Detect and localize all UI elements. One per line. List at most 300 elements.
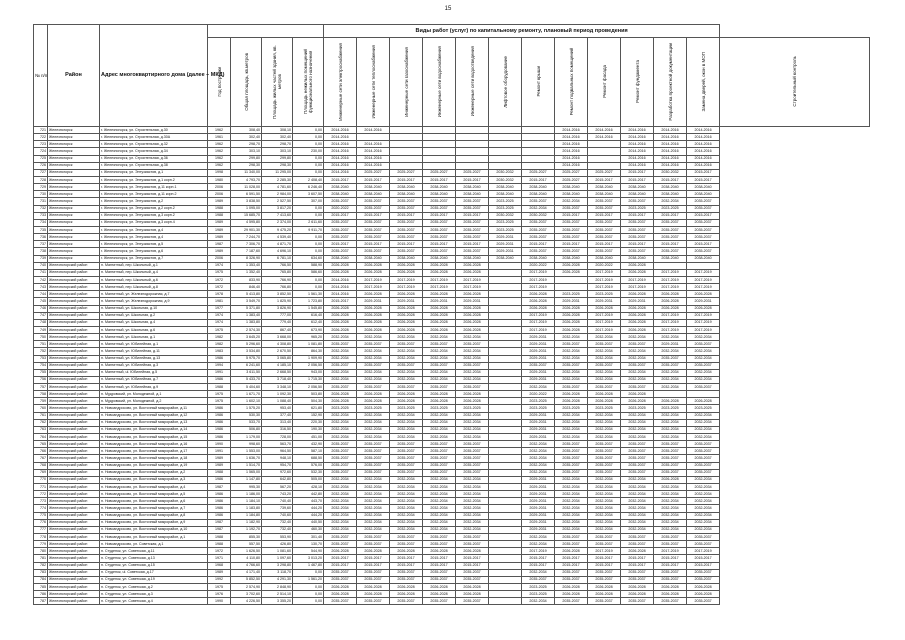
table-cell: 2035-2037 — [654, 362, 687, 369]
table-cell — [489, 312, 522, 319]
table-cell: 2032-2034 — [357, 505, 390, 512]
table-cell: 2035-2037 — [357, 455, 390, 462]
table-cell: 2035-2037 — [621, 234, 654, 241]
table-cell: 2 574,30 — [231, 326, 262, 333]
table-cell: 2032-2034 — [687, 412, 720, 419]
table-cell: 2 514,10 — [262, 591, 293, 598]
table-cell: 2035-2037 — [687, 569, 720, 576]
table-cell: 2032-2034 — [588, 376, 621, 383]
table-row — [34, 498, 870, 505]
table-cell — [489, 148, 522, 155]
table-cell: 779,40 — [262, 319, 293, 326]
table-cell: Железногорский район — [48, 269, 100, 276]
table-cell — [489, 484, 522, 491]
table-cell: 1968 — [208, 562, 231, 569]
table-cell: 588,90 — [293, 262, 324, 269]
table-cell: 2014-2016 — [357, 141, 390, 148]
table-cell: 1 095,00 — [231, 205, 262, 212]
table-cell: 1 383,80 — [231, 319, 262, 326]
table-cell: 0,00 — [293, 205, 324, 212]
table-cell: 2032-2034 — [357, 369, 390, 376]
table-cell: 586,60 — [293, 269, 324, 276]
table-cell: 2035-2037 — [654, 226, 687, 233]
header-col-label: Инженерные сети электроснабжения — [337, 42, 343, 121]
table-cell: 130,70 — [293, 541, 324, 548]
table-cell: 2017-2019 — [522, 312, 555, 319]
table-cell: 2035-2037 — [456, 541, 489, 548]
table-cell: 2026-2028 — [621, 326, 654, 333]
table-cell: 2032-2034 — [357, 476, 390, 483]
table-cell: 2035-2037 — [687, 219, 720, 226]
table-cell: 2032-2034 — [588, 484, 621, 491]
table-cell: 2017-2019 — [357, 276, 390, 283]
table-cell: п. Новоандросово, ул. Восточный микрорайон, д.5 — [100, 491, 208, 498]
table-row — [34, 291, 870, 298]
table-cell: 2032-2034 — [621, 512, 654, 519]
table-cell: 2032-2034 — [423, 334, 456, 341]
table-cell: 2026-2028 — [390, 305, 423, 312]
table-cell: 2035-2037 — [588, 441, 621, 448]
table-cell: 2025-2027 — [555, 169, 588, 176]
header-col — [357, 38, 390, 127]
table-cell: 298,70 — [231, 141, 262, 148]
table-cell: 621,80 — [293, 405, 324, 412]
table-cell: 2035-2037 — [588, 455, 621, 462]
table-cell: 2038-2040 — [621, 184, 654, 191]
table-cell: 7 413,60 — [262, 212, 293, 219]
table-cell: 2035-2037 — [588, 541, 621, 548]
table-cell: 2032-2034 — [654, 198, 687, 205]
table-cell: 2026-2028 — [324, 548, 357, 555]
table-cell: 1974 — [208, 319, 231, 326]
table-cell: 867,40 — [262, 326, 293, 333]
table-cell: 2032-2034 — [687, 505, 720, 512]
table-cell: 1 192,70 — [231, 526, 262, 533]
table-cell: 2035-2037 — [324, 441, 357, 448]
table-cell: 776 — [34, 519, 48, 526]
table-cell: 2035-2037 — [390, 448, 423, 455]
table-cell: 2015-2017 — [357, 555, 390, 562]
table-cell: 2015-2017 — [324, 555, 357, 562]
table-row — [34, 398, 870, 405]
table-cell: 6 246,40 — [293, 184, 324, 191]
table-cell — [588, 155, 621, 162]
table-cell: 2035-2037 — [555, 234, 588, 241]
table-cell: 833,90 — [231, 276, 262, 283]
table-cell: 2032-2034 — [357, 434, 390, 441]
table-cell: 2017-2019 — [588, 548, 621, 555]
table-cell: 2035-2037 — [555, 598, 588, 605]
table-cell: г. Железногорск, ул. Энтузиастов, д.11 корп.1 — [100, 184, 208, 191]
table-cell: 2038-2040 — [390, 184, 423, 191]
table-cell: 2017-2019 — [522, 326, 555, 333]
table-cell: 1989 — [208, 569, 231, 576]
table-cell: 2032-2034 — [555, 348, 588, 355]
table-cell: 2026-2028 — [456, 398, 489, 405]
table-cell: 2032-2034 — [456, 491, 489, 498]
table-cell: 2038-2040 — [555, 255, 588, 262]
table-cell: 1994 — [208, 362, 231, 369]
table-cell: п. Новоандросово, ул. Восточный микрорайон, д.7 — [100, 505, 208, 512]
table-cell: 2026-2028 — [423, 591, 456, 598]
table-cell: 2035-2037 — [456, 248, 489, 255]
header-col — [231, 38, 262, 127]
table-row — [34, 569, 870, 576]
header-group-title: Виды работ (услуг) по капитальному ремонту, плановый период проведения — [324, 25, 720, 38]
table-cell: 2035-2037 — [621, 569, 654, 576]
table-cell: 299,80 — [262, 155, 293, 162]
header-col-label: Ремонт подвальных помещений — [568, 47, 574, 116]
table-cell: 2032-2034 — [687, 484, 720, 491]
table-cell: 2026-2028 — [654, 584, 687, 591]
table-cell: 2014-2016 — [621, 141, 654, 148]
table-cell: 2032-2034 — [555, 498, 588, 505]
table-cell: 2026-2028 — [390, 548, 423, 555]
table-cell: 765,80 — [262, 269, 293, 276]
table-cell: 0,00 — [293, 212, 324, 219]
table-cell: 4 308,80 — [262, 341, 293, 348]
table-cell: Железногорский район — [48, 526, 100, 533]
table-cell — [390, 162, 423, 169]
table-cell: п. Новоандросово, ул. Восточный микрорайон, д.8 — [100, 512, 208, 519]
table-cell: 757 — [34, 384, 48, 391]
table-cell: 2026-2028 — [324, 269, 357, 276]
table-cell: 2026-2028 — [555, 319, 588, 326]
table-cell: 2035-2037 — [423, 248, 456, 255]
table-cell: 2023-2025 — [522, 591, 555, 598]
table-cell: 2026-2028 — [357, 591, 390, 598]
table-cell — [489, 134, 522, 141]
table-cell: 2014-2016 — [621, 134, 654, 141]
table-cell: 1975 — [208, 584, 231, 591]
table-cell: 2029-2031 — [522, 419, 555, 426]
table-cell: п. Магнитный, ул. Юбилейная, д.11 — [100, 348, 208, 355]
table-cell: 2035-2037 — [456, 362, 489, 369]
table-cell: 1972 — [208, 548, 231, 555]
table-cell: 2026-2028 — [423, 391, 456, 398]
table-cell: 2035-2037 — [588, 205, 621, 212]
table-cell: 2035-2037 — [324, 248, 357, 255]
table-row — [34, 276, 870, 283]
table-cell: Железногорский район — [48, 569, 100, 576]
table-cell: 634,60 — [293, 255, 324, 262]
table-cell: 2035-2037 — [555, 219, 588, 226]
table-cell: 2032-2034 — [621, 348, 654, 355]
table-cell: 506,80 — [231, 426, 262, 433]
table-cell: п. Магнитный, ул. Железнодорожная, д.7 — [100, 291, 208, 298]
table-cell: 2015-2017 — [324, 176, 357, 183]
table-cell: 2032-2034 — [654, 419, 687, 426]
table-cell: 2026-2028 — [390, 391, 423, 398]
table-cell: 2026-2028 — [423, 548, 456, 555]
table-cell — [588, 141, 621, 148]
table-cell: 2035-2037 — [423, 234, 456, 241]
table-cell: 2035-2037 — [522, 576, 555, 583]
table-cell: 1986 — [208, 512, 231, 519]
table-cell: 2014-2016 — [687, 141, 720, 148]
table-cell: 2023-2025 — [489, 205, 522, 212]
table-cell: 2032-2034 — [555, 519, 588, 526]
table-cell: 2032-2034 — [621, 419, 654, 426]
table-cell: 2035-2037 — [555, 226, 588, 233]
table-cell: 2015-2017 — [687, 212, 720, 219]
table-cell: 2032-2034 — [324, 498, 357, 505]
table-cell: 2026-2028 — [588, 391, 621, 398]
table-cell: 773 — [34, 498, 48, 505]
table-cell: 1986 — [208, 426, 231, 433]
table-cell: 2038-2040 — [654, 191, 687, 198]
table-cell: 2015-2017 — [588, 562, 621, 569]
table-cell: 2017-2019 — [654, 312, 687, 319]
table-cell: 2014-2016 — [324, 291, 357, 298]
table-cell: г. Железногорск, ул. Строительная, д.30 — [100, 127, 208, 134]
table-cell: 2035-2037 — [588, 226, 621, 233]
table-cell: Железногорский район — [48, 426, 100, 433]
table-cell: Железногорский район — [48, 441, 100, 448]
table-row — [34, 419, 870, 426]
table-cell: 2026-2028 — [687, 305, 720, 312]
table-cell: 426,80 — [262, 541, 293, 548]
table-cell — [489, 298, 522, 305]
table-cell: 2032-2034 — [456, 519, 489, 526]
table-cell: 2 984,00 — [262, 191, 293, 198]
table-row — [34, 176, 870, 183]
table-cell: 778 — [34, 534, 48, 541]
table-cell: 2032-2034 — [588, 526, 621, 533]
table-row — [34, 334, 870, 341]
table-cell: 302,40 — [262, 134, 293, 141]
table-cell: 2026-2028 — [390, 269, 423, 276]
table-cell: 2026-2028 — [456, 305, 489, 312]
table-cell: 2032-2034 — [423, 484, 456, 491]
table-cell: 2035-2037 — [555, 448, 588, 455]
table-cell: 2026-2028 — [456, 269, 489, 276]
table-cell: 2038-2040 — [390, 255, 423, 262]
table-cell: 2035-2037 — [456, 441, 489, 448]
table-cell: 1962 — [208, 155, 231, 162]
table-cell — [489, 541, 522, 548]
table-cell — [654, 391, 687, 398]
table-cell: 762 — [34, 419, 48, 426]
table-cell — [588, 148, 621, 155]
table-cell: 2032-2034 — [390, 334, 423, 341]
table-cell: 2015-2017 — [456, 241, 489, 248]
table-cell: Железногорский район — [48, 391, 100, 398]
table-cell: 2032-2034 — [456, 498, 489, 505]
table-cell: 2032-2034 — [687, 419, 720, 426]
table-cell: 1 184,80 — [231, 512, 262, 519]
table-cell — [489, 391, 522, 398]
table-cell: 0,00 — [293, 598, 324, 605]
table-cell: 2017-2019 — [654, 269, 687, 276]
table-cell: Железногорский район — [48, 348, 100, 355]
table-cell: 2032-2034 — [687, 519, 720, 526]
table-cell: 2035-2037 — [687, 598, 720, 605]
table-cell: 2035-2037 — [588, 219, 621, 226]
table-cell: 1975 — [208, 391, 231, 398]
table-cell: 2035-2037 — [588, 448, 621, 455]
table-cell: 1983 — [208, 348, 231, 355]
table-cell: 739 — [34, 255, 48, 262]
table-cell: 2026-2028 — [324, 262, 357, 269]
table-cell: 2032-2034 — [621, 412, 654, 419]
table-cell: п. Студенок, ul. Советская, д.17 — [100, 569, 208, 576]
table-cell: 2035-2037 — [621, 534, 654, 541]
table-cell: 3 355,20 — [262, 598, 293, 605]
table-cell: 2015-2017 — [423, 555, 456, 562]
header-col — [208, 38, 231, 127]
table-cell: 2035-2037 — [390, 362, 423, 369]
table-cell: 2035-2037 — [621, 598, 654, 605]
table-cell: 2038-2040 — [324, 255, 357, 262]
table-cell: 2026-2028 — [456, 262, 489, 269]
table-cell: 2035-2037 — [621, 198, 654, 205]
table-cell: 2035-2037 — [687, 341, 720, 348]
table-cell: 756 — [34, 376, 48, 383]
table-cell: 2032-2034 — [357, 355, 390, 362]
table-cell: 2035-2037 — [390, 576, 423, 583]
table-cell — [489, 576, 522, 583]
table-cell: 2035-2037 — [654, 576, 687, 583]
table-cell: Железногорский район — [48, 319, 100, 326]
table-cell: 750 — [34, 334, 48, 341]
table-cell: 784 — [34, 576, 48, 583]
table-cell: 2032-2034 — [390, 434, 423, 441]
table-cell: 5 975,70 — [231, 355, 262, 362]
table-cell: 2035-2037 — [357, 362, 390, 369]
table-cell: 460,30 — [293, 526, 324, 533]
table-cell: 3 852,50 — [262, 291, 293, 298]
table-cell: 2035-2037 — [522, 234, 555, 241]
table-cell: 2020-2022 — [324, 205, 357, 212]
table-cell: 2035-2037 — [324, 219, 357, 226]
table-row — [34, 405, 870, 412]
table-cell: Железногорский район — [48, 448, 100, 455]
table-cell: Железногорский район — [48, 369, 100, 376]
table-cell: 2035-2037 — [621, 541, 654, 548]
table-cell: 2 408,40 — [293, 176, 324, 183]
table-cell: 2032-2034 — [522, 598, 555, 605]
table-cell: 2035-2037 — [522, 362, 555, 369]
table-cell: 2035-2037 — [423, 198, 456, 205]
table-cell: 2035-2037 — [687, 441, 720, 448]
table-cell: 2035-2037 — [621, 226, 654, 233]
table-cell: 2025-2027 — [423, 169, 456, 176]
table-cell: 2029-2031 — [555, 298, 588, 305]
table-cell: 2015-2017 — [654, 555, 687, 562]
table-cell: п. Магнитный, ул. Юбилейная, д.13 — [100, 355, 208, 362]
table-cell: 0,00 — [293, 169, 324, 176]
table-cell: 5 296,60 — [231, 341, 262, 348]
table-cell: 3 817,20 — [262, 205, 293, 212]
header-col-label: Ремонт фундамента — [634, 60, 640, 103]
table-cell: 771 — [34, 484, 48, 491]
table-cell: 0,00 — [293, 141, 324, 148]
table-cell: 2035-2037 — [324, 534, 357, 541]
table-cell: 1 467,80 — [293, 562, 324, 569]
table-cell: 5 404,60 — [231, 384, 262, 391]
table-cell: 2032-2034 — [324, 476, 357, 483]
table-cell — [489, 369, 522, 376]
table-cell: п. Магнитный, ул. Железнодорожная, д.9 — [100, 298, 208, 305]
table-cell: 2 670,50 — [262, 348, 293, 355]
table-cell: 2035-2037 — [390, 384, 423, 391]
table-cell: 2023-2025 — [489, 226, 522, 233]
table-cell: Железногорский район — [48, 284, 100, 291]
table-cell: 2035-2037 — [588, 598, 621, 605]
table-cell: 2032-2034 — [357, 419, 390, 426]
table-cell: п. Студенок, ул. Советская, д.4 — [100, 598, 208, 605]
table-cell: 2014-2016 — [324, 141, 357, 148]
table-cell: 1 514,70 — [231, 462, 262, 469]
table-cell: 2035-2037 — [324, 234, 357, 241]
table-cell: 2020-2022 — [522, 391, 555, 398]
table-cell: 3 607,50 — [293, 191, 324, 198]
table-cell: 2032-2034 — [423, 526, 456, 533]
table-cell: 2035-2037 — [324, 384, 357, 391]
table-cell: 2029-2031 — [522, 434, 555, 441]
table-cell: 2035-2037 — [654, 598, 687, 605]
table-cell: 2015-2017 — [654, 241, 687, 248]
table-cell: п. Новоандросово, ул. Советская, д.1 — [100, 541, 208, 548]
table-cell: 1975 — [208, 269, 231, 276]
table-cell: 1986 — [208, 498, 231, 505]
table-cell: 2038-2040 — [324, 184, 357, 191]
table-cell: 2035-2037 — [456, 598, 489, 605]
table-cell: 2035-2037 — [456, 576, 489, 583]
table-cell: 544,90 — [293, 548, 324, 555]
table-cell: 2035-2037 — [621, 362, 654, 369]
table-cell: п. Новоандросово, ул. Восточный микрорайон, д.10 — [100, 526, 208, 533]
table-cell: 787 — [34, 598, 48, 605]
table-cell: 2014-2016 — [324, 169, 357, 176]
table-cell: 2032-2034 — [588, 498, 621, 505]
table-cell: 2035-2037 — [555, 534, 588, 541]
table-cell: 2032-2034 — [456, 355, 489, 362]
table-cell: 2015-2017 — [423, 212, 456, 219]
table-cell: 2 611,60 — [293, 219, 324, 226]
table-cell: 2014-2016 — [588, 134, 621, 141]
table-cell: 2015-2017 — [357, 212, 390, 219]
table-cell: 2032-2034 — [588, 519, 621, 526]
table-cell: 2035-2037 — [423, 219, 456, 226]
table-cell: г. Железногорск, ул. Энтузиастов, д.4 — [100, 226, 208, 233]
table-cell: 2035-2037 — [324, 226, 357, 233]
table-cell: 2035-2037 — [687, 576, 720, 583]
table-cell: 220,30 — [293, 419, 324, 426]
table-cell: 308,10 — [262, 127, 293, 134]
table-cell: 2029-2031 — [522, 341, 555, 348]
table-cell: 2035-2037 — [357, 205, 390, 212]
table-row — [34, 576, 870, 583]
table-cell: 2026-2028 — [324, 319, 357, 326]
table-row — [34, 348, 870, 355]
header-district: Район — [48, 25, 100, 127]
table-cell: 533,70 — [231, 419, 262, 426]
table-cell: 2032-2034 — [456, 376, 489, 383]
table-cell: 2017-2019 — [390, 276, 423, 283]
table-cell: Железногорский район — [48, 341, 100, 348]
table-cell: 943,00 — [293, 369, 324, 376]
table-cell: 2030-2032 — [654, 169, 687, 176]
table-cell: 2026-2028 — [357, 262, 390, 269]
table-cell: 1 182,90 — [231, 519, 262, 526]
table-cell: 2026-2028 — [621, 398, 654, 405]
table-cell: 2026-2028 — [555, 269, 588, 276]
table-cell — [489, 162, 522, 169]
table-cell: 2026-2028 — [357, 398, 390, 405]
table-cell: 2029-2031 — [456, 298, 489, 305]
